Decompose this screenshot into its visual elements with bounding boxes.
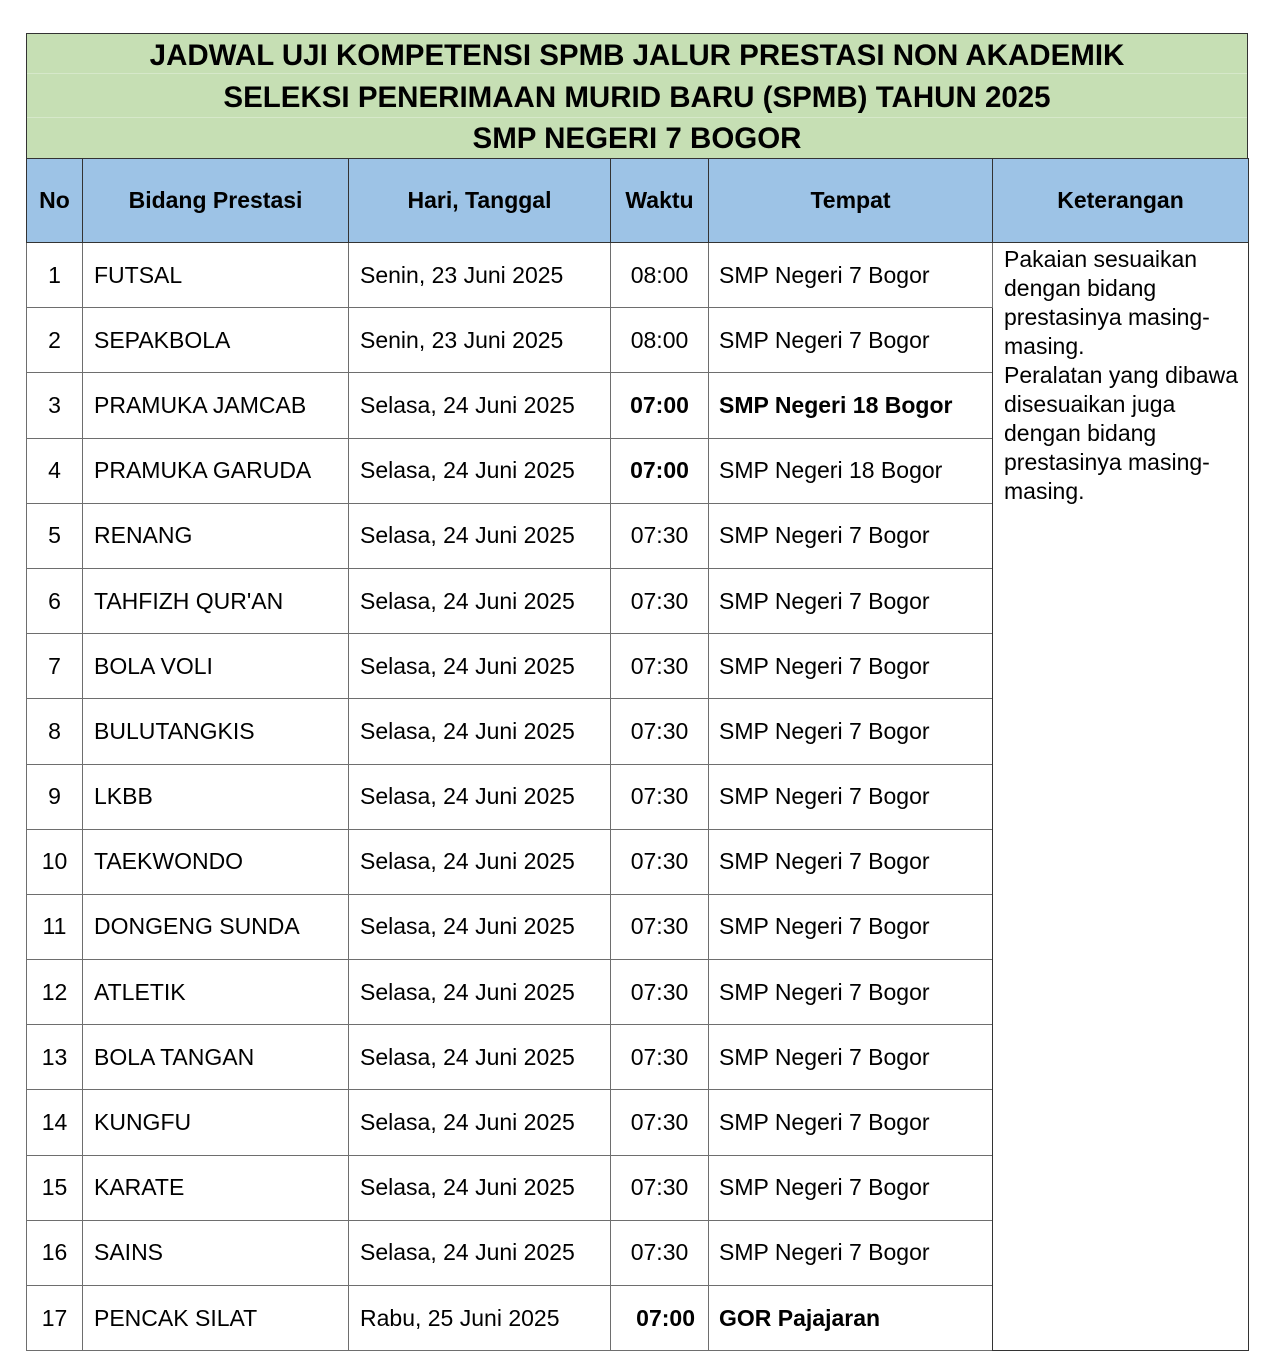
cell-no: 11 [27, 894, 83, 959]
cell-tempat: SMP Negeri 7 Bogor [709, 634, 993, 699]
cell-waktu: 08:00 [611, 308, 709, 373]
cell-bidang-prestasi: TAHFIZH QUR'AN [83, 568, 349, 633]
cell-no: 4 [27, 438, 83, 503]
cell-waktu: 07:30 [611, 634, 709, 699]
cell-no: 1 [27, 243, 83, 308]
keterangan-paragraph-2: Peralatan yang dibawa disesuaikan juga dengan bidang prestasinya masing-masing. [1004, 362, 1238, 504]
cell-no: 15 [27, 1155, 83, 1220]
cell-no: 8 [27, 699, 83, 764]
title-line-1: JADWAL UJI KOMPETENSI SPMB JALUR PRESTASI NON AKADEMIK [149, 39, 1125, 72]
cell-bidang-prestasi: ATLETIK [83, 960, 349, 1025]
cell-waktu: 07:00 [611, 1286, 709, 1351]
cell-tempat: SMP Negeri 18 Bogor [709, 373, 993, 438]
cell-tempat: SMP Negeri 7 Bogor [709, 829, 993, 894]
title-line-3: SMP NEGERI 7 BOGOR [472, 122, 802, 155]
cell-bidang-prestasi: KARATE [83, 1155, 349, 1220]
cell-waktu: 07:30 [611, 960, 709, 1025]
header-bidang-prestasi: Bidang Prestasi [83, 159, 349, 243]
cell-waktu: 08:00 [611, 243, 709, 308]
cell-waktu: 07:30 [611, 894, 709, 959]
cell-bidang-prestasi: KUNGFU [83, 1090, 349, 1155]
table-row [27, 243, 1249, 308]
cell-no: 3 [27, 373, 83, 438]
cell-bidang-prestasi: DONGENG SUNDA [83, 894, 349, 959]
cell-tempat: SMP Negeri 7 Bogor [709, 503, 993, 568]
cell-tempat: SMP Negeri 7 Bogor [709, 699, 993, 764]
cell-tempat: SMP Negeri 7 Bogor [709, 243, 993, 308]
cell-bidang-prestasi: PENCAK SILAT [83, 1286, 349, 1351]
cell-bidang-prestasi: SEPAKBOLA [83, 308, 349, 373]
cell-hari-tanggal: Selasa, 24 Juni 2025 [349, 764, 611, 829]
cell-no: 7 [27, 634, 83, 699]
cell-hari-tanggal: Selasa, 24 Juni 2025 [349, 568, 611, 633]
cell-hari-tanggal: Selasa, 24 Juni 2025 [349, 634, 611, 699]
cell-no: 16 [27, 1220, 83, 1285]
cell-waktu: 07:30 [611, 503, 709, 568]
cell-hari-tanggal: Selasa, 24 Juni 2025 [349, 894, 611, 959]
schedule-body [27, 243, 1249, 1351]
title-line-2: SELEKSI PENERIMAAN MURID BARU (SPMB) TAHUN 2025 [223, 81, 1051, 114]
header-no: No [27, 159, 83, 243]
header-row [27, 159, 1249, 243]
cell-tempat: SMP Negeri 7 Bogor [709, 764, 993, 829]
cell-no: 5 [27, 503, 83, 568]
cell-bidang-prestasi: TAEKWONDO [83, 829, 349, 894]
cell-no: 9 [27, 764, 83, 829]
cell-hari-tanggal: Rabu, 25 Juni 2025 [349, 1286, 611, 1351]
cell-hari-tanggal: Senin, 23 Juni 2025 [349, 243, 611, 308]
cell-hari-tanggal: Selasa, 24 Juni 2025 [349, 1220, 611, 1285]
cell-tempat: SMP Negeri 7 Bogor [709, 568, 993, 633]
cell-tempat: SMP Negeri 7 Bogor [709, 894, 993, 959]
cell-hari-tanggal: Selasa, 24 Juni 2025 [349, 829, 611, 894]
title-block [26, 33, 1248, 158]
cell-tempat: SMP Negeri 7 Bogor [709, 308, 993, 373]
keterangan-paragraph-1: Pakaian sesuaikan dengan bidang prestasinya masing-masing. [1004, 246, 1210, 359]
cell-tempat: GOR Pajajaran [709, 1286, 993, 1351]
cell-no: 6 [27, 568, 83, 633]
cell-hari-tanggal: Selasa, 24 Juni 2025 [349, 1090, 611, 1155]
cell-no: 2 [27, 308, 83, 373]
cell-bidang-prestasi: BOLA VOLI [83, 634, 349, 699]
cell-hari-tanggal: Selasa, 24 Juni 2025 [349, 1155, 611, 1220]
cell-waktu: 07:30 [611, 699, 709, 764]
cell-bidang-prestasi: PRAMUKA JAMCAB [83, 373, 349, 438]
cell-waktu: 07:30 [611, 1220, 709, 1285]
cell-bidang-prestasi: RENANG [83, 503, 349, 568]
header-keterangan: Keterangan [993, 159, 1249, 243]
cell-tempat: SMP Negeri 7 Bogor [709, 1155, 993, 1220]
cell-waktu: 07:30 [611, 764, 709, 829]
header-tempat: Tempat [709, 159, 993, 243]
cell-hari-tanggal: Selasa, 24 Juni 2025 [349, 373, 611, 438]
cell-waktu: 07:30 [611, 1025, 709, 1090]
cell-tempat: SMP Negeri 7 Bogor [709, 1090, 993, 1155]
cell-waktu: 07:30 [611, 829, 709, 894]
cell-no: 14 [27, 1090, 83, 1155]
cell-waktu: 07:00 [611, 373, 709, 438]
cell-keterangan [993, 243, 1249, 1351]
cell-tempat: SMP Negeri 7 Bogor [709, 960, 993, 1025]
cell-bidang-prestasi: LKBB [83, 764, 349, 829]
cell-waktu: 07:30 [611, 1155, 709, 1220]
cell-hari-tanggal: Selasa, 24 Juni 2025 [349, 960, 611, 1025]
header-hari-tanggal: Hari, Tanggal [349, 159, 611, 243]
cell-hari-tanggal: Selasa, 24 Juni 2025 [349, 1025, 611, 1090]
cell-no: 10 [27, 829, 83, 894]
cell-bidang-prestasi: FUTSAL [83, 243, 349, 308]
cell-waktu: 07:30 [611, 1090, 709, 1155]
cell-no: 17 [27, 1286, 83, 1351]
cell-tempat: SMP Negeri 7 Bogor [709, 1025, 993, 1090]
cell-bidang-prestasi: PRAMUKA GARUDA [83, 438, 349, 503]
cell-bidang-prestasi: BULUTANGKIS [83, 699, 349, 764]
schedule-table [26, 158, 1249, 1351]
cell-waktu: 07:00 [611, 438, 709, 503]
cell-hari-tanggal: Selasa, 24 Juni 2025 [349, 699, 611, 764]
cell-tempat: SMP Negeri 7 Bogor [709, 1220, 993, 1285]
header-waktu: Waktu [611, 159, 709, 243]
cell-no: 12 [27, 960, 83, 1025]
cell-tempat: SMP Negeri 18 Bogor [709, 438, 993, 503]
cell-no: 13 [27, 1025, 83, 1090]
cell-hari-tanggal: Senin, 23 Juni 2025 [349, 308, 611, 373]
schedule-document [26, 33, 1248, 1351]
cell-hari-tanggal: Selasa, 24 Juni 2025 [349, 438, 611, 503]
cell-waktu: 07:30 [611, 568, 709, 633]
cell-bidang-prestasi: BOLA TANGAN [83, 1025, 349, 1090]
cell-bidang-prestasi: SAINS [83, 1220, 349, 1285]
cell-hari-tanggal: Selasa, 24 Juni 2025 [349, 503, 611, 568]
